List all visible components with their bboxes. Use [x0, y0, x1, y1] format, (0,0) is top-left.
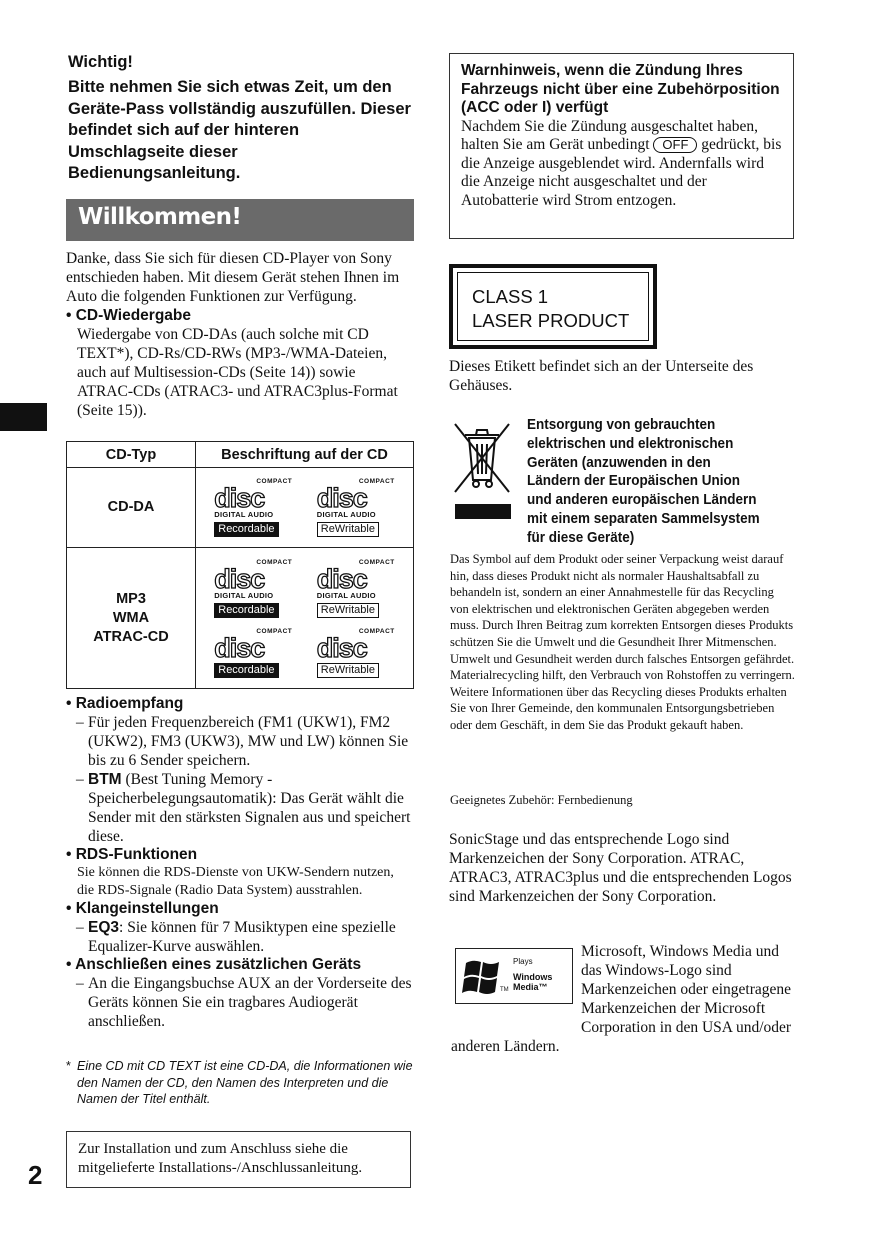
sound-heading: • Klangeinstellungen [66, 900, 219, 917]
cd-type-mp3-wma-atrac: MP3 WMA ATRAC-CD [67, 548, 196, 689]
label-location-note: Dieses Etikett befindet sich an der Unterseite des Gehäuses. [449, 358, 754, 394]
aux-heading: • Anschließen eines zusätzlichen Geräts [66, 956, 362, 973]
compact-disc-rewritable-logo: COMPACT disc DIGITAL AUDIO ReWritable [316, 558, 395, 616]
important-title: Wichtig! [68, 53, 133, 71]
install-note: Zur Installation und zum Anschluss siehe die mitgelieferte Installations-/Anschlussanleitung. [66, 1131, 411, 1188]
compact-disc-recordable-logo: COMPACT disc DIGITAL AUDIO Recordable [214, 478, 293, 535]
off-button-symbol: OFF [653, 137, 697, 153]
compact-disc-recordable-logo: COMPACT disc Recordable [214, 627, 293, 676]
weee-text: Das Symbol auf dem Produkt oder seiner Verpackung weist darauf hin, dass dieses Produkt nicht als normaler Haushaltsabfall zu behandeln ist, sondern an einer Annahmestelle für das Recycling von elektrischen und elektronischen Geräten abgegeben werden muss. Durch Ihren Beitrag zum korrekten Entsorgen dieses Produkts schützen Sie die Umwelt und die Gesundheit Ihrer Mitmenschen. Umwelt und Gesundheit werden durch falsches Entsorgen gefährdet. Materialrecycling hilft, den Verbrauch von Rohstoffen zu verringern. Weitere Informationen über das Recycling dieses Produkts erhalten Sie von Ihrer Gemeinde, den kommunalen Entsorgungsbetrieben oder dem Geschäft, in dem Sie das Produkt gekauft haben. [450, 552, 795, 732]
cd-type-cd-da: CD-DA [67, 468, 196, 548]
trademark-microsoft: Microsoft, Windows Media und das Windows-Logo sind Markenzeichen oder eingetragene Markenzeichen der Microsoft Corporation in den USA und/oder anderen Ländern. [451, 943, 792, 1055]
cd-logo-cell [196, 468, 414, 548]
section-title-welcome: Willkommen! [66, 199, 414, 241]
list-item: – An die Eingangsbuchse AUX an der Vorderseite des Geräts können Sie ein tragbares Audiogerät anschließen. [76, 975, 412, 1030]
plays-windows-media-logo: Plays Windows Media™ TM [455, 948, 573, 1004]
cd-playback-heading: • CD-Wiedergabe [66, 307, 191, 324]
intro-block [66, 249, 414, 420]
table-row [67, 468, 414, 548]
compact-disc-recordable-logo: COMPACT disc DIGITAL AUDIO Recordable [214, 558, 293, 616]
list-item: – Für jeden Frequenzbereich (FM1 (UKW1), FM2 (UKW2), FM3 (UKW3), MW und LW) können Sie bis zu 6 Sender speichern. [76, 714, 409, 769]
features-list [66, 695, 414, 1031]
cd-logo-cell [196, 548, 414, 689]
crossed-out-bin-icon [449, 416, 515, 522]
list-item: – BTM (Best Tuning Memory - Speicherbelegungsautomatik): Das Gerät wählt die Sender mit den stärksten Signalen aus und speichert diese. [76, 771, 411, 845]
footnote: * Eine CD mit CD TEXT ist eine CD-DA, die Informationen wie den Namen der CD, den Namen des Interpreten und die Namen der Titel enthält. [66, 1059, 413, 1106]
table-row [67, 548, 414, 689]
trademark-sony: SonicStage und das entsprechende Logo sind Markenzeichen der Sony Corporation. ATRAC, ATRAC3, ATRAC3plus und die entsprechenden Logos sind Markenzeichen der Sony Corporation. [449, 831, 792, 905]
rds-heading: • RDS-Funktionen [66, 846, 198, 863]
cd-type-table [66, 441, 414, 689]
table-header-label: Beschriftung auf der CD [196, 442, 414, 468]
section-tab-marker [0, 403, 47, 431]
warning-text: Nachdem Sie die Zündung ausgeschaltet haben, halten Sie am Gerät unbedingt OFF gedrückt, bis die Anzeige ausgeblendet wird. Andernfalls wird die Anzeige nicht ausgeschaltet und der Autobatterie wird Strom entzogen. [461, 117, 782, 209]
cd-playback-text: Wiedergabe von CD-DAs (auch solche mit CD TEXT*), CD-Rs/CD-RWs (MP3-/WMA-Dateien, auch auf Multisession-CDs (Seite 14)) sowie ATRAC-CDs (ATRAC3- und ATRAC3plus-Format (Seite 15)). [77, 326, 398, 419]
weee-heading: Entsorgung von gebrauchten elektrischen und elektronischen Geräten (anzuwenden in den Ländern der Europäischen Union und anderen europäischen Ländern mit einem separaten Sammelsystem für diese Geräte) [527, 416, 760, 546]
radio-heading: • Radioempfang [66, 695, 184, 712]
accessory-note: Geeignetes Zubehör: Fernbedienung [450, 793, 633, 807]
compact-disc-rewritable-logo: COMPACT disc DIGITAL AUDIO ReWritable [316, 478, 395, 535]
intro-text: Danke, dass Sie sich für diesen CD-Player von Sony entschieden haben. Mit diesem Gerät stehen Ihnen im Auto die folgenden Funktionen zur Verfügung. [66, 250, 400, 305]
list-item: – EQ3: Sie können für 7 Musiktypen eine spezielle Equalizer-Kurve auswählen. [76, 919, 396, 955]
important-text: Bitte nehmen Sie sich etwas Zeit, um den Geräte-Pass vollständig auszufüllen. Dieser befindet sich auf der hinteren Umschlagseite dieser Bedienungsanleitung. [68, 78, 411, 182]
table-header-row [67, 442, 414, 468]
warning-heading: Warnhinweis, wenn die Zündung Ihres Fahrzeugs nicht über eine Zubehörposition (ACC oder I) verfügt [461, 62, 780, 116]
ignition-warning-box [449, 53, 794, 239]
laser-class-label: CLASS 1 LASER PRODUCT [449, 264, 657, 349]
page-number: 2 [28, 1160, 43, 1190]
table-header-cd-type: CD-Typ [67, 442, 196, 468]
compact-disc-rewritable-logo: COMPACT disc ReWritable [316, 627, 395, 676]
rds-text: Sie können die RDS-Dienste von UKW-Sendern nutzen, die RDS-Signale (Radio Data System) ausstrahlen. [77, 865, 394, 898]
